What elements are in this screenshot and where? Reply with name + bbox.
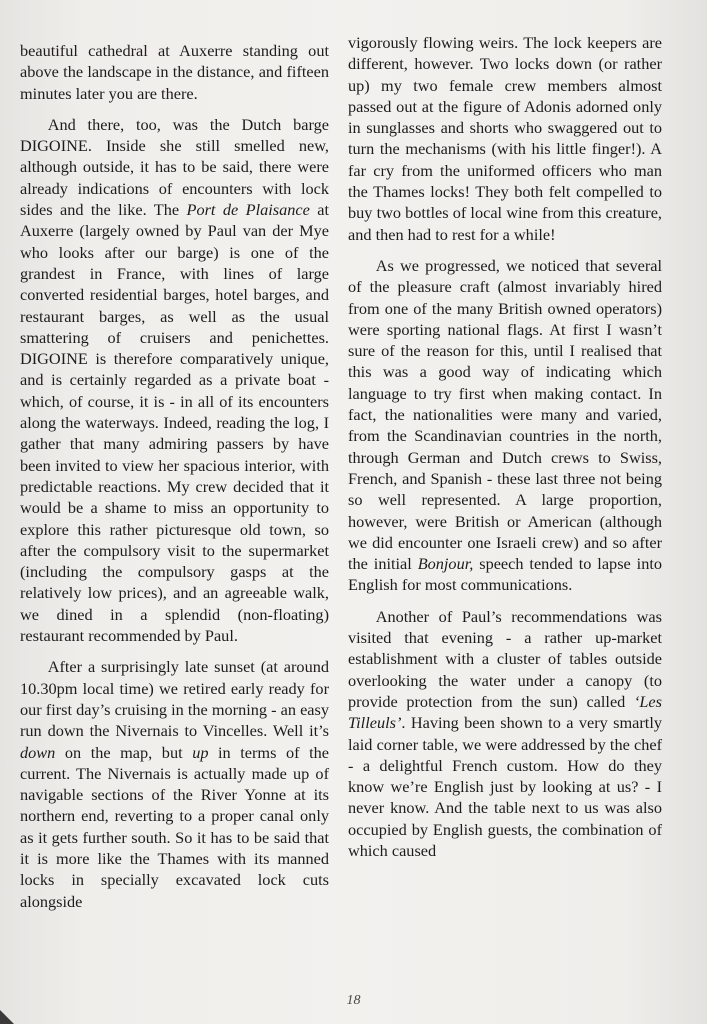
paragraph-text: After a surprisingly late sunset (at around 10.30pm local time) we retired early ready for our first day’s cruising in the morning - an easy run down the Nivernais to Vincelles. Well it’s (20, 657, 329, 741)
paragraph (20, 114, 329, 646)
italic-text: ‘Les Tilleuls’ (348, 691, 662, 733)
paragraph-text: And there, too, was the Dutch barge DIGOINE. Inside she still smelled new, although outside, it has to be said, there were already indications of encounters with lock sides and the like. The (20, 114, 329, 220)
left-column (20, 40, 329, 922)
paragraph-text: in terms of the current. The Nivernais is actually made up of navigable sections of the River Yonne at its northern end, reverting to a proper canal only as it gets further south. So it has to be said that it is more like the Thames with its manned locks in specially excavated lock cuts alongside (20, 742, 329, 911)
page-number: 18 (346, 993, 361, 1008)
paragraph-text: As we progressed, we noticed that several of the pleasure craft (almost invariably hired from one of the many British owned operators) were sporting national flags. At first I wasn’t sure of the reason for this, until I realised that this was a good way of indicating which language to try first when making contact. In fact, the nationalities were many and varied, from the Scandinavian countries in the north, through German and Dutch crews to Swiss, French, and Spanish - these last three not being so well represented. A large proportion, however, were British or American (although we did encounter one Israeli crew) and so after the initial (348, 255, 662, 574)
italic-text: Bonjour, (417, 554, 474, 574)
paragraph-text: . Having been shown to a very smartly laid corner table, we were addressed by the chef - a delightful French custom. How do they know we’re English just by looking at us? - I never know. And the table next to us was also occupied by English guests, the combination of which caused (348, 713, 662, 860)
paragraph-text: Another of Paul’s recommendations was visited that evening - a rather up-market establishment with a cluster of tables outside overlooking the water under a canopy (to provide protection from the sun) called (348, 606, 662, 711)
page-corner-shadow (0, 1010, 14, 1024)
paragraph-text: beautiful cathedral at Auxerre standing out above the landscape in the distance, and fifteen minutes later you are there. (20, 41, 329, 103)
paragraph (20, 656, 329, 912)
italic-text: Port de Plaisance (186, 200, 310, 220)
paragraph-text: vigorously flowing weirs. The lock keepers are different, however. Two locks down (or rather up) my two female crew members almost passed out at the figure of Adonis adorned only in sunglasses and shorts who swaggered out to turn the mechanisms (with his little finger!). A far cry from the uniformed officers who man the Thames locks! They both felt compelled to buy two bottles of local wine from this creature, and then had to rest for a while! (348, 33, 662, 244)
paragraph (348, 255, 662, 596)
paragraph-text: on the map, but (55, 742, 193, 762)
paragraph (348, 606, 662, 862)
right-column (348, 32, 662, 871)
italic-text: up (192, 742, 209, 762)
paragraph-text: speech tended to lapse into English for most communications. (348, 554, 662, 595)
paragraph (20, 40, 329, 104)
paragraph (348, 32, 662, 245)
italic-text: down (20, 742, 56, 762)
paragraph-text: at Auxerre (largely owned by Paul van der Mye who looks after our barge) is one of the grandest in France, with lines of large converted residential barges, hotel barges, and restaurant barges, as well as the usual smattering of cruisers and penichettes. DIGOINE is therefore comparatively unique, and is certainly regarded as a private boat - which, of course, it is - in all of its encounters along the waterways. Indeed, reading the log, I gather that many admiring passers by have been invited to view her spacious interior, with predictable reactions. My crew decided that it would be a shame to miss an opportunity to explore this rather picturesque old town, so after the compulsory visit to the supermarket (including the compulsory gasps at the relatively low prices), and an agreeable walk, we dined in a splendid (non-floating) restaurant recommended by Paul. (20, 200, 329, 646)
